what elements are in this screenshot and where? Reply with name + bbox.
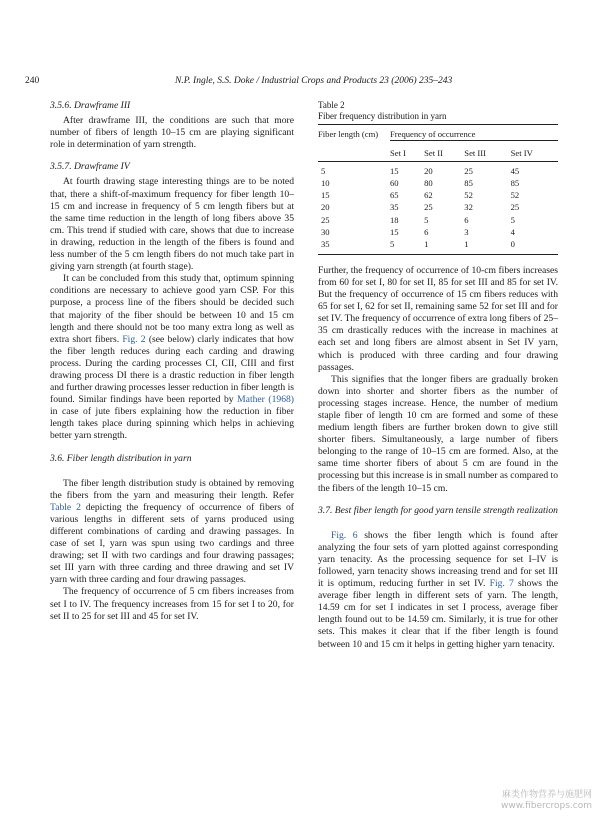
cell: 85 xyxy=(510,178,520,189)
cell: 10 xyxy=(321,178,330,189)
cell: 6 xyxy=(464,214,469,225)
cell: 6 xyxy=(424,226,429,237)
cell: 25 xyxy=(510,202,520,213)
cell: 15 xyxy=(390,226,399,237)
cell: 5 xyxy=(390,238,395,249)
table-row xyxy=(318,189,558,201)
cell: 4 xyxy=(510,226,515,237)
cell: 1 xyxy=(424,238,429,249)
col-header-set-4: Set IV xyxy=(511,141,558,162)
cell: 35 xyxy=(390,202,399,213)
cell: 25 xyxy=(424,202,433,213)
section-3-5-7-title: 3.5.7. Drawframe IV xyxy=(50,161,130,173)
cell: 32 xyxy=(464,202,473,213)
cell: 5 xyxy=(510,214,515,225)
section-3-5-7-paragraph-2 xyxy=(50,273,294,442)
paragraph-text: in case of jute fibers explaining how the reduction in fiber length takes place during spinning which helps in achieving better yarn strength. xyxy=(50,406,294,442)
fig-2-link[interactable]: Fig. 2 xyxy=(122,333,146,345)
left-column xyxy=(50,100,294,623)
col-header-set-2: Set II xyxy=(424,141,464,162)
paragraph-text: shows the average fiber length in different sets of yarn. The length, 14.59 cm for set I indicates in set I process, average fiber length found out to be 14.59 cm. Similarly, it is true for other sets. This makes it clear that if the fiber length is found between 10 and 15 cm it helps in getting higher yarn tenacity. xyxy=(318,578,558,650)
cell: 62 xyxy=(424,190,433,201)
table-row xyxy=(318,201,558,213)
table-row xyxy=(318,238,558,255)
mather-1968-link[interactable]: Mather (1968) xyxy=(237,394,294,406)
table-row xyxy=(318,177,558,189)
right-paragraph-3 xyxy=(318,530,558,651)
cell: 3 xyxy=(464,226,469,237)
page-number: 240 xyxy=(25,76,40,86)
fig-6-link[interactable]: Fig. 6 xyxy=(331,529,358,541)
section-3-6-paragraph-1 xyxy=(50,478,294,587)
cell: 20 xyxy=(424,166,433,177)
section-3-5-7-paragraph-1: At fourth drawing stage interesting things are to be noted that, there a shift-of-maximum frequency for fiber length 10–15 cm and increase in frequency of 5 cm length fibers but at the same time reduction in the length of long fibers above 35 cm. This trend if studied with care, shows that due to increase in drawing, reduction in the length of the fibers is found and less number of the 5 cm length fibers do not much take part in giving yarn strength (at fourth stage). xyxy=(50,176,294,273)
cell: 25 xyxy=(321,214,330,225)
cell: 1 xyxy=(464,238,469,249)
cell: 15 xyxy=(321,190,330,201)
right-column xyxy=(318,100,558,651)
cell: 60 xyxy=(390,178,399,189)
table-caption: Fiber frequency distribution in yarn xyxy=(318,111,447,121)
table-row xyxy=(318,226,558,238)
section-3-7-title: 3.7. Best fiber length for good yarn tensile strength realization xyxy=(318,504,558,516)
cell: 5 xyxy=(424,214,429,225)
table-row xyxy=(318,214,558,226)
section-3-6-paragraph-2: The frequency of occurrence of 5 cm fibers increases from set I to IV. The frequency increases from 15 for set I to 20, for set II to 25 for set III and 45 for set IV. xyxy=(50,586,294,622)
table-row xyxy=(318,165,558,177)
col-header-frequency: Frequency of occurrence xyxy=(390,125,558,141)
section-3-5-6-title: 3.5.6. Drawframe III xyxy=(50,100,131,111)
right-paragraph-2: This signifies that the longer fibers are gradually broken down into shorter and shorter fibers as the number of processing stages increase. Hence, the number of medium staple fiber of length 10 cm are formed and some of these medium length fibers are further broken down to give still shorter fibers. Simultaneously, a large number of fibers belonging to the range of 10–15 cm are formed. Also, at the same time shorter fibers of about 5 cm are found in the processing but this increase is in small number as compared to the fibers of the length 10–15 cm. xyxy=(318,373,558,494)
paragraph-text: depicting the frequency of occurrence of fibers of various lengths in different sets of yarns produced using different combinations of carding and drawing passages. In case of set I, yarn was spun using two cardings and three drawing; set II with two cardings and four drawing passages; set III yarn with three carding and three drawing and set IV yarn with three carding and four drawing passages. xyxy=(50,501,294,586)
right-paragraph-1: Further, the frequency of occurrence of 10-cm fibers increases from 60 for set I, 80 for set II, 85 for set III and 85 for set IV. But the frequency of occurrence of 15 cm fibers reduces with 65 for set I, 62 for set II, remaining same 52 for set III and for set IV. The frequency of occurrence of extra long fibers of 25–35 cm drastically reduces with the increase in machines at each set and long fibers are almost absent in Set IV yarn, which is produced with three carding and four drawing passages. xyxy=(318,264,558,373)
page-header xyxy=(25,76,581,90)
cell: 20 xyxy=(321,202,330,213)
cell: 0 xyxy=(510,238,515,249)
paragraph-text: shows the fiber length which is found after analyzing the four sets of yarn plotted against corresponding yarn tenacity. As the processing sequence for set I–IV is followed, yarn tenacity shows increasing trend and for set III it is optimum, reducing further in set IV. xyxy=(318,529,558,590)
paragraph-text: (see below) clarly indicates that how the fiber length reduces during each carding and drawing process. During the carding processes CI, CII, CIII and first drawing process DI there is a drastic reduction in fiber length and further drawing processes lesser reduction in fiber length is found. Similar findings have been reported by xyxy=(50,333,294,406)
cell: 5 xyxy=(321,166,326,177)
col-header-set-1: Set I xyxy=(390,141,424,162)
paragraph-text: The fiber length distribution study is obtained by removing the fibers from the yarn and measuring their length. Refer xyxy=(50,477,294,501)
cell: 18 xyxy=(390,214,399,225)
frequency-table xyxy=(318,124,558,265)
cell: 65 xyxy=(390,190,399,201)
fig-7-link[interactable]: Fig. 7 xyxy=(489,578,514,590)
watermark xyxy=(501,790,592,812)
cell: 45 xyxy=(510,166,520,177)
cell: 52 xyxy=(510,190,520,201)
col-header-length: Fiber length (cm) xyxy=(318,125,390,141)
table-2-link[interactable]: Table 2 xyxy=(50,501,81,513)
table-label: Table 2 xyxy=(318,100,345,110)
section-3-6-title: 3.6. Fiber length distribution in yarn xyxy=(50,452,192,464)
cell: 85 xyxy=(464,178,473,189)
cell: 15 xyxy=(390,166,399,177)
cell: 80 xyxy=(424,178,433,189)
cell: 30 xyxy=(321,226,330,237)
cell: 25 xyxy=(464,166,473,177)
running-title: N.P. Ingle, S.S. Doke / Industrial Crops and Products 23 (2006) 235–243 xyxy=(175,76,453,86)
watermark-line-2: www.fibercrops.com xyxy=(501,801,592,811)
section-3-5-6-paragraph: After drawframe III, the conditions are such that more number of fibers of length 10–15 cm are playing significant role in determination of yarn strength. xyxy=(50,115,294,151)
paragraph-text: It can be concluded from this study that, optimum spinning conditions are necessary to achieve good yarn CSP. For this purpose, a process line of the fibers should be decided such that majority of the fiber should be between 10 and 15 cm length and there should not be too many extra long as well as extra short fibers. xyxy=(50,273,294,345)
col-header-set-3: Set III xyxy=(464,141,510,162)
cell: 52 xyxy=(464,190,473,201)
cell: 35 xyxy=(321,238,330,249)
watermark-line-1: 麻类作物营养与施肥网 xyxy=(501,790,592,800)
